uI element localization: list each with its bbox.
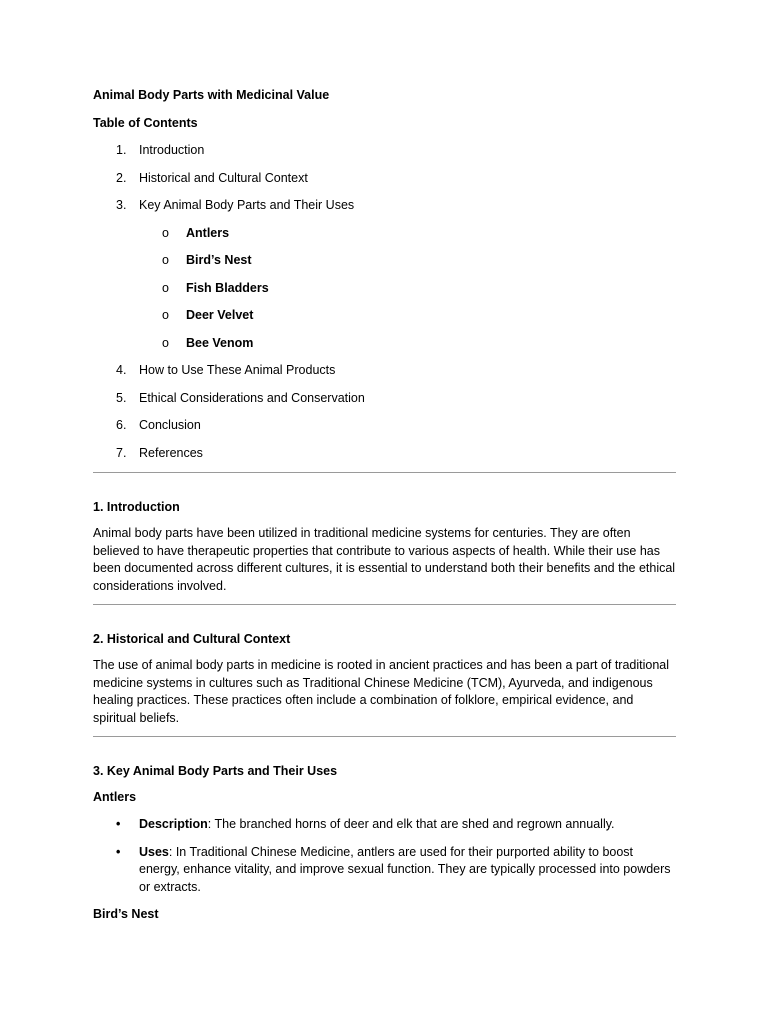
toc-item-introduction — [93, 142, 676, 159]
circle-bullet-icon: o — [162, 335, 169, 350]
toc-number: 6. — [116, 418, 127, 432]
toc-title: Table of Contents — [93, 116, 198, 130]
toc-item-how-to-use — [93, 362, 676, 379]
section-divider — [93, 472, 676, 473]
bullet-icon: • — [116, 817, 121, 831]
toc-label: Historical and Cultural Context — [139, 170, 308, 185]
circle-bullet-icon: o — [162, 253, 169, 267]
toc-number: 2. — [116, 170, 127, 185]
section-heading-key-parts: 3. Key Animal Body Parts and Their Uses — [93, 764, 338, 778]
section-heading-history: 2. Historical and Cultural Context — [93, 632, 291, 646]
section-heading-introduction: 1. Introduction — [93, 500, 180, 514]
toc-item-references — [93, 445, 676, 462]
toc-label: How to Use These Animal Products — [139, 363, 336, 377]
uses-text: : In Traditional Chinese Medicine, antlers are used for their purported ability to boost energy, enhance vitality, and improve sexual function. They are typically processed into powders or extracts. — [139, 844, 671, 894]
toc-number: 4. — [116, 363, 127, 377]
toc-label: References — [139, 445, 203, 460]
toc-sub-item-birds-nest — [93, 252, 676, 269]
section-divider — [93, 604, 676, 605]
toc-sub-list — [93, 225, 676, 352]
antlers-description-item — [93, 816, 676, 834]
document-content — [93, 87, 676, 933]
toc-sub-label: Fish Bladders — [186, 280, 269, 295]
antlers-uses-item — [93, 844, 676, 897]
toc-item-key-parts — [93, 197, 676, 214]
subheading-antlers: Antlers — [93, 790, 137, 804]
toc-label: Introduction — [139, 143, 205, 157]
section-divider — [93, 736, 676, 737]
subheading-birds-nest: Bird’s Nest — [93, 907, 159, 921]
toc-sub-item-deer-velvet — [93, 307, 676, 324]
document-title: Animal Body Parts with Medicinal Value — [93, 88, 330, 102]
toc-sub-item-antlers — [93, 225, 676, 242]
toc-number: 3. — [116, 198, 127, 212]
toc-label: Key Animal Body Parts and Their Uses — [139, 198, 355, 212]
toc-label: Ethical Considerations and Conservation — [139, 390, 365, 405]
circle-bullet-icon: o — [162, 225, 169, 240]
toc-sub-label: Bee Venom — [186, 335, 254, 350]
antlers-bullet-list — [93, 816, 676, 896]
toc-sub-item-bee-venom — [93, 335, 676, 352]
toc-number: 7. — [116, 445, 127, 460]
toc-number: 5. — [116, 390, 127, 405]
history-paragraph: The use of animal body parts in medicine is rooted in ancient practices and has been a part of traditional medicine systems in cultures such as Traditional Chinese Medicine (TCM), Ayurveda, and indigenous healing practices. These practices often include a combination of folklore, empirical evidence, and spiritual beliefs. — [93, 658, 670, 725]
toc-item-ethical — [93, 390, 676, 407]
toc-list — [93, 142, 676, 214]
toc-sub-label: Antlers — [186, 225, 230, 240]
toc-sub-item-fish-bladders — [93, 280, 676, 297]
circle-bullet-icon: o — [162, 308, 169, 322]
description-text: : The branched horns of deer and elk that are shed and regrown annually. — [207, 817, 615, 831]
toc-number: 1. — [116, 143, 127, 157]
toc-sub-label: Bird’s Nest — [186, 253, 252, 267]
bullet-icon: • — [116, 844, 121, 859]
uses-label: Uses — [139, 844, 169, 859]
toc-item-historical-context — [93, 170, 676, 187]
circle-bullet-icon: o — [162, 280, 169, 295]
description-label: Description — [139, 817, 208, 831]
introduction-paragraph: Animal body parts have been utilized in traditional medicine systems for centuries. They are often believed to have therapeutic properties that contribute to various aspects of health. While their use has been documented across different cultures, it is essential to understand both their benefits and the ethical considerations involved. — [93, 526, 676, 593]
toc-label: Conclusion — [139, 418, 201, 432]
toc-sub-label: Deer Velvet — [186, 308, 254, 322]
toc-item-conclusion — [93, 417, 676, 434]
toc-list-continued — [93, 362, 676, 462]
